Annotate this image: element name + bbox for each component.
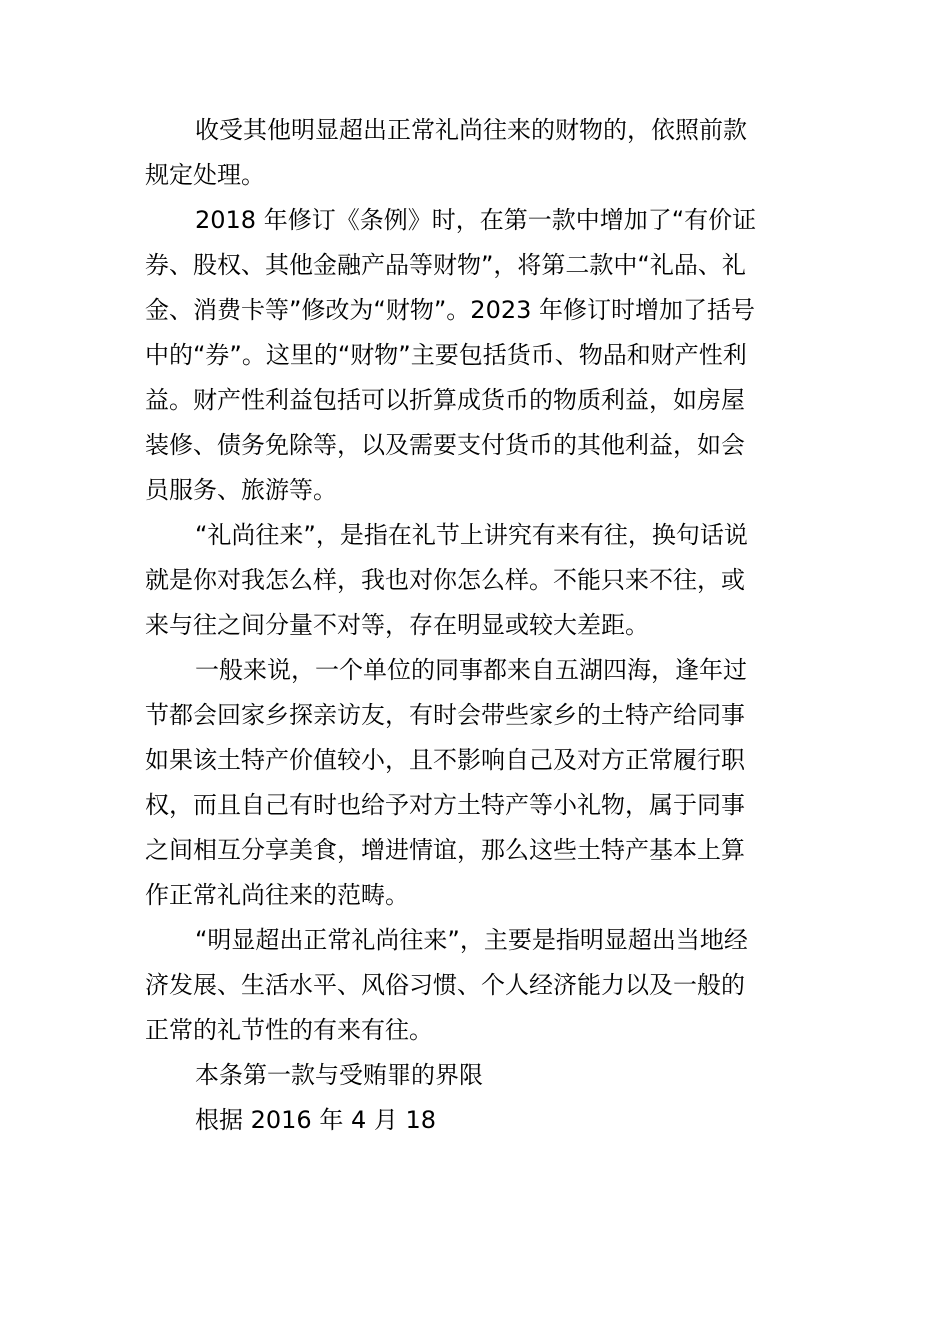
text-line: 节都会回家乡探亲访友，有时会带些家乡的土特产给同事	[145, 701, 745, 729]
text-line: 员服务、旅游等。	[145, 476, 337, 504]
text-line: 一般来说，一个单位的同事都来自五湖四海，逢年过	[195, 656, 747, 684]
text-line: 收受其他明显超出正常礼尚往来的财物的，依照前款	[195, 116, 747, 144]
text-line: 如果该土特产价值较小，且不影响自己及对方正常履行职	[145, 746, 745, 774]
text-line: “礼尚往来”，是指在礼节上讲究有来有往，换句话说	[195, 521, 748, 549]
text-line: 装修、债务免除等，以及需要支付货币的其他利益，如会	[145, 431, 745, 459]
text-line: “明显超出正常礼尚往来”，主要是指明显超出当地经	[195, 926, 748, 954]
text-line: 券、股权、其他金融产品等财物”，将第二款中“礼品、礼	[145, 251, 746, 279]
text-line: 就是你对我怎么样，我也对你怎么样。不能只来不往，或	[145, 566, 745, 594]
text-line: 来与往之间分量不对等，存在明显或较大差距。	[145, 611, 649, 639]
text-line: 作正常礼尚往来的范畴。	[145, 881, 409, 909]
document-body	[145, 108, 805, 1143]
text-line: 规定处理。	[145, 161, 265, 189]
section-heading: 本条第一款与受贿罪的界限	[195, 1061, 483, 1089]
text-line: 权，而且自己有时也给予对方土特产等小礼物，属于同事	[145, 791, 745, 819]
text-line: 中的“券”。这里的“财物”主要包括货币、物品和财产性利	[145, 341, 747, 369]
text-line: 益。财产性利益包括可以折算成货币的物质利益，如房屋	[145, 386, 745, 414]
text-line: 之间相互分享美食，增进情谊，那么这些土特产基本上算	[145, 836, 745, 864]
text-line: 正常的礼节性的有来有往。	[145, 1016, 433, 1044]
text-line: 2018 年修订《条例》时，在第一款中增加了“有价证	[195, 206, 757, 234]
text-line: 金、消费卡等”修改为“财物”。2023 年修订时增加了括号	[145, 296, 756, 324]
text-line: 根据 2016 年 4 月 18	[195, 1106, 437, 1134]
text-line: 济发展、生活水平、风俗习惯、个人经济能力以及一般的	[145, 971, 745, 999]
